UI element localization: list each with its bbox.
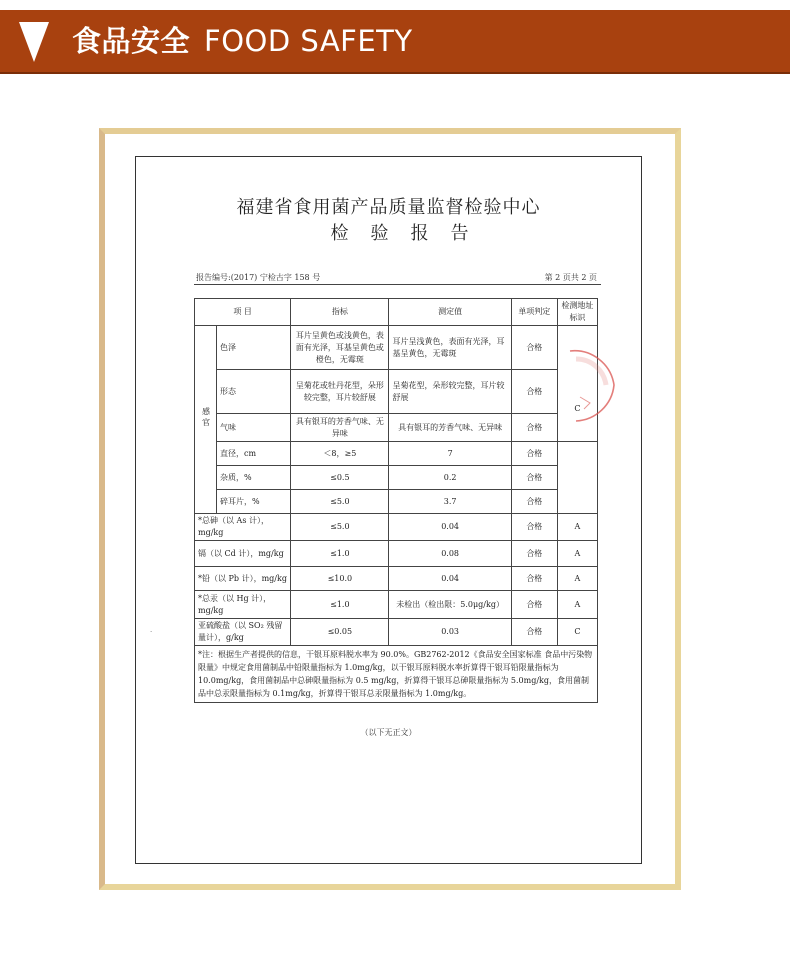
sensory-group-label: 感官 (195, 326, 217, 514)
cell-measured: 具有银耳的芳香气味、无异味 (389, 414, 511, 442)
header-mark: 检测地址标识 (557, 299, 597, 326)
cell-mark: C (557, 619, 597, 646)
cell-item: 亚硫酸盐（以 SO₂ 残留量计），g/kg (195, 619, 291, 646)
table-row (195, 442, 598, 466)
cell-item: 形态 (217, 370, 291, 414)
cell-standard: ≤5.0 (291, 490, 389, 514)
cell-standard: ≤10.0 (291, 567, 389, 591)
report-frame (99, 128, 681, 890)
table-row (195, 466, 598, 490)
cell-measured: 0.04 (389, 514, 511, 541)
cell-mark: A (557, 541, 597, 567)
cell-result: 合格 (511, 591, 557, 619)
header-rule (194, 284, 601, 285)
cell-item: 杂质，% (217, 466, 291, 490)
inspection-seal-icon (566, 345, 618, 425)
cell-measured: 0.04 (389, 567, 511, 591)
cell-measured: 0.08 (389, 541, 511, 567)
report-note: *注：根据生产者提供的信息，干银耳原料脱水率为 90.0%。GB2762-2012《食品安全国家标准 食品中污染物限量》中规定食用菌制品中铅限量指标为 1.0mg/kg，以干银耳原料脱水率折算得干银耳铅限量指标为 10.0mg/kg，食用菌制品中总砷限量指标为 0.5 mg/kg，折算得干银耳总砷限量指标为 5.0mg/kg，食用菌制品中总汞限量指标为 0.1mg/kg，折算得干银耳总汞限量指标为 1.0mg/kg。 (195, 646, 598, 703)
cell-standard: 呈菊花或牡丹花型，朵形较完整，耳片较舒展 (291, 370, 389, 414)
table-row (195, 591, 598, 619)
cell-item: 碎耳片，% (217, 490, 291, 514)
cell-item: 直径，cm (217, 442, 291, 466)
cell-standard: ＜8，≥5 (291, 442, 389, 466)
triangle-down-icon (17, 18, 51, 64)
note-row (195, 646, 598, 703)
header-measured: 测定值 (389, 299, 511, 326)
scan-speck: · (150, 628, 153, 636)
cell-standard: ≤1.0 (291, 541, 389, 567)
cell-result: 合格 (511, 442, 557, 466)
cell-item: 色泽 (217, 326, 291, 370)
banner-title-cn: 食品安全 (72, 24, 191, 58)
table-row (195, 414, 598, 442)
cell-result: 合格 (511, 414, 557, 442)
cell-result: 合格 (511, 326, 557, 370)
cell-measured: 0.2 (389, 466, 511, 490)
cell-item: *总汞（以 Hg 计），mg/kg (195, 591, 291, 619)
banner-title-en: FOOD SAFETY (204, 24, 413, 58)
cell-standard: 耳片呈黄色或浅黄色，表面有光泽，耳基呈黄色或橙色，无霉斑 (291, 326, 389, 370)
cell-item: *总砷（以 As 计），mg/kg (195, 514, 291, 541)
cell-measured: 0.03 (389, 619, 511, 646)
cell-measured: 未检出（检出限：5.0μg/kg） (389, 591, 511, 619)
cell-item: 气味 (217, 414, 291, 442)
cell-result: 合格 (511, 619, 557, 646)
cell-mark: A (557, 514, 597, 541)
cell-result: 合格 (511, 370, 557, 414)
cell-standard: ≤5.0 (291, 514, 389, 541)
report-number: 报告编号:(2017) 宁检古字 158 号 (196, 273, 321, 282)
cell-standard: ≤0.5 (291, 466, 389, 490)
cell-measured: 呈菊花型，朵形较完整，耳片较舒展 (389, 370, 511, 414)
cell-standard: ≤1.0 (291, 591, 389, 619)
table-row (195, 490, 598, 514)
banner-title (72, 22, 413, 60)
report-title: 检验报告 (330, 223, 491, 244)
cell-result: 合格 (511, 466, 557, 490)
cell-measured: 7 (389, 442, 511, 466)
table-row (195, 326, 598, 370)
table-header-row (195, 299, 598, 326)
cell-mark: A (557, 591, 597, 619)
cell-standard: ≤0.05 (291, 619, 389, 646)
empty-mark-cell (557, 442, 597, 514)
cell-result: 合格 (511, 490, 557, 514)
header-result: 单项判定 (511, 299, 557, 326)
cell-measured: 3.7 (389, 490, 511, 514)
center-name: 福建省食用菌产品质量监督检验中心 (236, 197, 541, 218)
cell-item: 镉（以 Cd 计），mg/kg (195, 541, 291, 567)
sensory-mark: C (574, 404, 581, 413)
inspection-table (194, 298, 598, 703)
cell-standard: 具有银耳的芳香气味、无异味 (291, 414, 389, 442)
report-page (135, 156, 642, 864)
end-of-text: （以下无正文） (360, 728, 417, 737)
cell-measured: 耳片呈浅黄色，表面有光泽，耳基呈黄色，无霉斑 (389, 326, 511, 370)
page-info: 第 2 页共 2 页 (544, 273, 597, 282)
cell-result: 合格 (511, 514, 557, 541)
cell-result: 合格 (511, 541, 557, 567)
cell-item: *铅（以 Pb 计），mg/kg (195, 567, 291, 591)
cell-result: 合格 (511, 567, 557, 591)
table-row (195, 370, 598, 414)
header-item: 项 目 (195, 299, 291, 326)
table-row (195, 567, 598, 591)
table-row (195, 541, 598, 567)
header-banner (0, 10, 790, 74)
table-row (195, 619, 598, 646)
cell-mark: A (557, 567, 597, 591)
header-standard: 指标 (291, 299, 389, 326)
table-row (195, 514, 598, 541)
